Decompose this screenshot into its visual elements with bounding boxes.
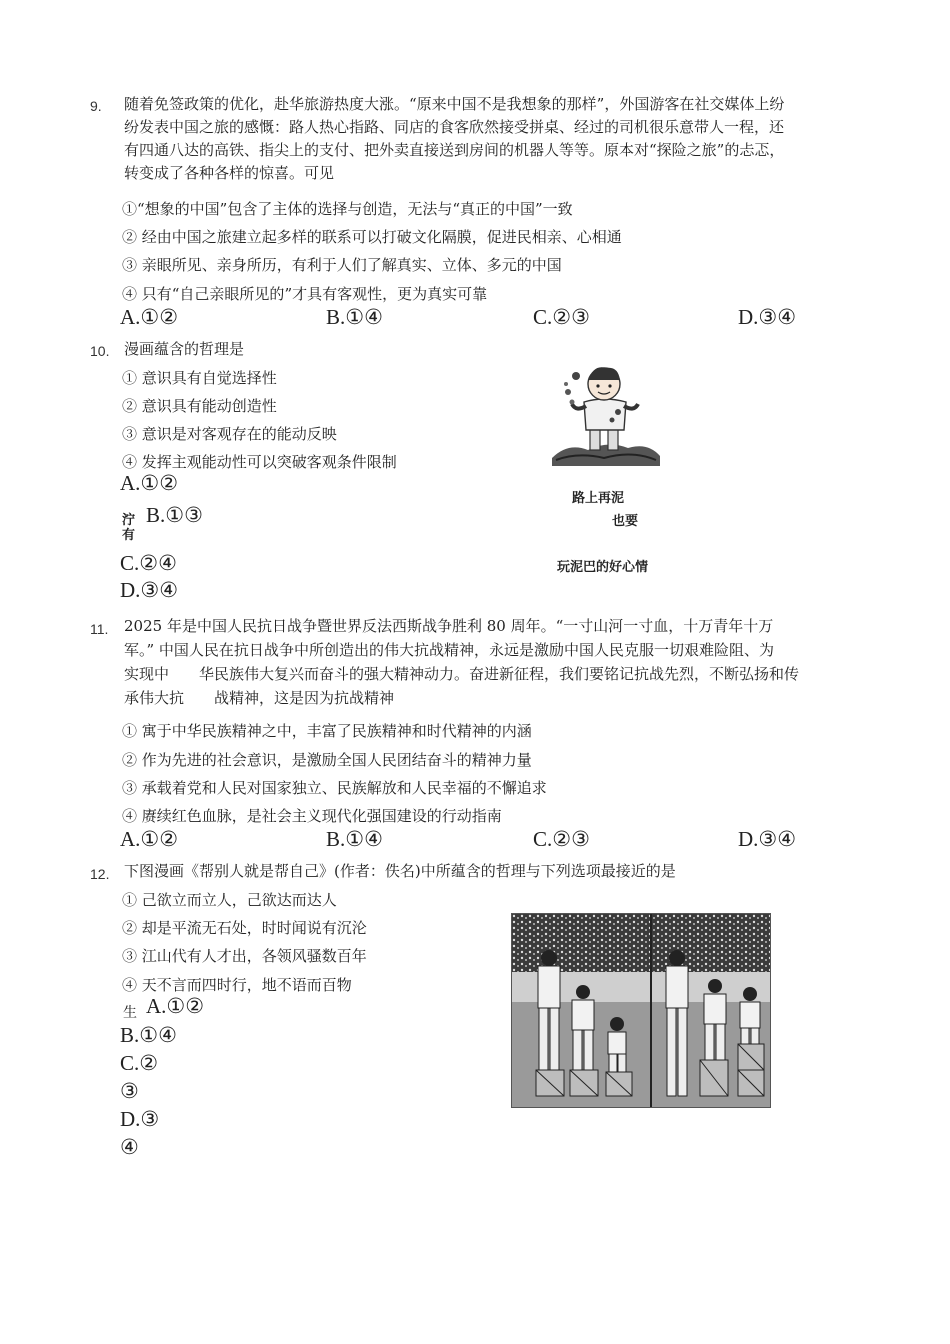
q11-option-3: ③ 承载着党和人民对国家独立、民族解放和人民幸福的不懈追求 <box>122 779 547 797</box>
q12-option-4: ④ 天不言而四时行，地不语而百物 <box>122 976 352 994</box>
q12-choice-d[interactable]: D.③ <box>120 1107 160 1131</box>
q9-choice-a[interactable]: A.①② <box>120 305 179 329</box>
q11-number: 11. <box>90 621 109 637</box>
q9-option-1: ①“想象的中国”包含了主体的选择与创造，无法与“真正的中国”一致 <box>122 200 573 218</box>
q9-stem-line-4: 转变成了各种各样的惊喜。可见 <box>124 164 335 182</box>
q11-stem-line-2: 军。” 中国人民在抗日战争中所创造出的伟大抗战精神，永远是激励中国人民克服一切艰难险阻、为 <box>124 641 774 659</box>
q12-choice-d-cont: ④ <box>120 1135 139 1159</box>
q11-choice-c[interactable]: C.②③ <box>533 827 590 851</box>
q11-choice-b[interactable]: B.①④ <box>326 827 383 851</box>
q12-choice-c[interactable]: C.② <box>120 1051 159 1075</box>
cartoon-caption-line-2: 也要 <box>612 514 639 529</box>
q11-option-1: ① 寓于中华民族精神之中，丰富了民族精神和时代精神的内涵 <box>122 722 532 740</box>
q9-choice-d[interactable]: D.③④ <box>738 305 797 329</box>
q11-option-2: ② 作为先进的社会意识，是激励全国人民团结奋斗的精神力量 <box>122 751 532 769</box>
q12-stray-text: 生 <box>123 1005 137 1021</box>
q10-option-4: ④ 发挥主观能动性可以突破客观条件限制 <box>122 453 397 471</box>
q10-number: 10. <box>90 343 110 359</box>
fence-boxes-illustration <box>512 914 770 1107</box>
q11-stem-line-3: 实现中 华民族伟大复兴而奋斗的强大精神动力。奋进新征程，我们要铭记抗战先烈，不断弘扬和传 <box>124 665 800 683</box>
q11-stem-line-1: 2025 年是中国人民抗日战争暨世界反法西斯战争胜利 80 周年。“一寸山河一寸血，十万青年十万 <box>124 617 774 635</box>
q10-choice-d[interactable]: D.③④ <box>120 578 179 602</box>
cartoon-caption-line-1: 路上再泥 <box>572 491 625 506</box>
q9-choice-c[interactable]: C.②③ <box>533 305 590 329</box>
q10-stray-text: 泞有 <box>122 513 136 543</box>
q10-stem: 漫画蕴含的哲理是 <box>124 340 245 358</box>
help-others-cartoon <box>511 913 771 1108</box>
q12-option-1: ① 己欲立而立人，己欲达而达人 <box>122 891 337 909</box>
q12-number: 12. <box>90 866 110 882</box>
q10-choice-c[interactable]: C.②④ <box>120 551 177 575</box>
q12-option-2: ② 却是平流无石处，时时闻说有沉沦 <box>122 919 367 937</box>
q11-choice-d[interactable]: D.③④ <box>738 827 797 851</box>
q10-option-2: ② 意识具有能动创造性 <box>122 397 277 415</box>
q9-option-3: ③ 亲眼所见、亲身所历，有利于人们了解真实、立体、多元的中国 <box>122 256 562 274</box>
q12-option-3: ③ 江山代有人才出，各领风骚数百年 <box>122 947 367 965</box>
q9-stem-line-1: 随着免签政策的优化，赴华旅游热度大涨。“原来中国不是我想象的那样”，外国游客在社交媒体上纷 <box>124 95 785 113</box>
q10-choice-b[interactable]: B.①③ <box>146 503 203 527</box>
q9-option-2: ② 经由中国之旅建立起多样的联系可以打破文化隔膜，促进民相亲、心相通 <box>122 228 622 246</box>
q9-stem-line-3: 有四通八达的高铁、指尖上的支付、把外卖直接送到房间的机器人等等。原本对“探险之旅”的忐忑， <box>124 141 785 159</box>
q11-option-4: ④ 赓续红色血脉，是社会主义现代化强国建设的行动指南 <box>122 807 502 825</box>
q10-choice-a[interactable]: A.①② <box>120 471 179 495</box>
q9-option-4: ④ 只有“自己亲眼所见的”才具有客观性，更为真实可靠 <box>122 285 488 303</box>
q12-choice-a[interactable]: A.①② <box>146 994 205 1018</box>
q10-option-3: ③ 意识是对客观存在的能动反映 <box>122 425 337 443</box>
q9-number: 9. <box>90 98 102 114</box>
q12-stem: 下图漫画《帮别人就是帮自己》(作者：佚名)中所蕴含的哲理与下列选项最接近的是 <box>124 862 676 880</box>
mud-play-cartoon <box>548 362 662 470</box>
child-playing-mud-illustration <box>548 362 662 470</box>
cartoon-caption-line-3: 玩泥巴的好心情 <box>557 560 649 575</box>
q9-stem-line-2: 纷发表中国之旅的感慨：路人热心指路、同店的食客欣然接受拼桌、经过的司机很乐意带人一程，还 <box>124 118 785 136</box>
q11-choice-a[interactable]: A.①② <box>120 827 179 851</box>
q12-choice-b[interactable]: B.①④ <box>120 1023 177 1047</box>
q9-choice-b[interactable]: B.①④ <box>326 305 383 329</box>
q11-stem-line-4: 承伟大抗 战精神，这是因为抗战精神 <box>124 689 395 707</box>
q12-choice-c-cont: ③ <box>120 1079 139 1103</box>
q10-option-1: ① 意识具有自觉选择性 <box>122 369 277 387</box>
